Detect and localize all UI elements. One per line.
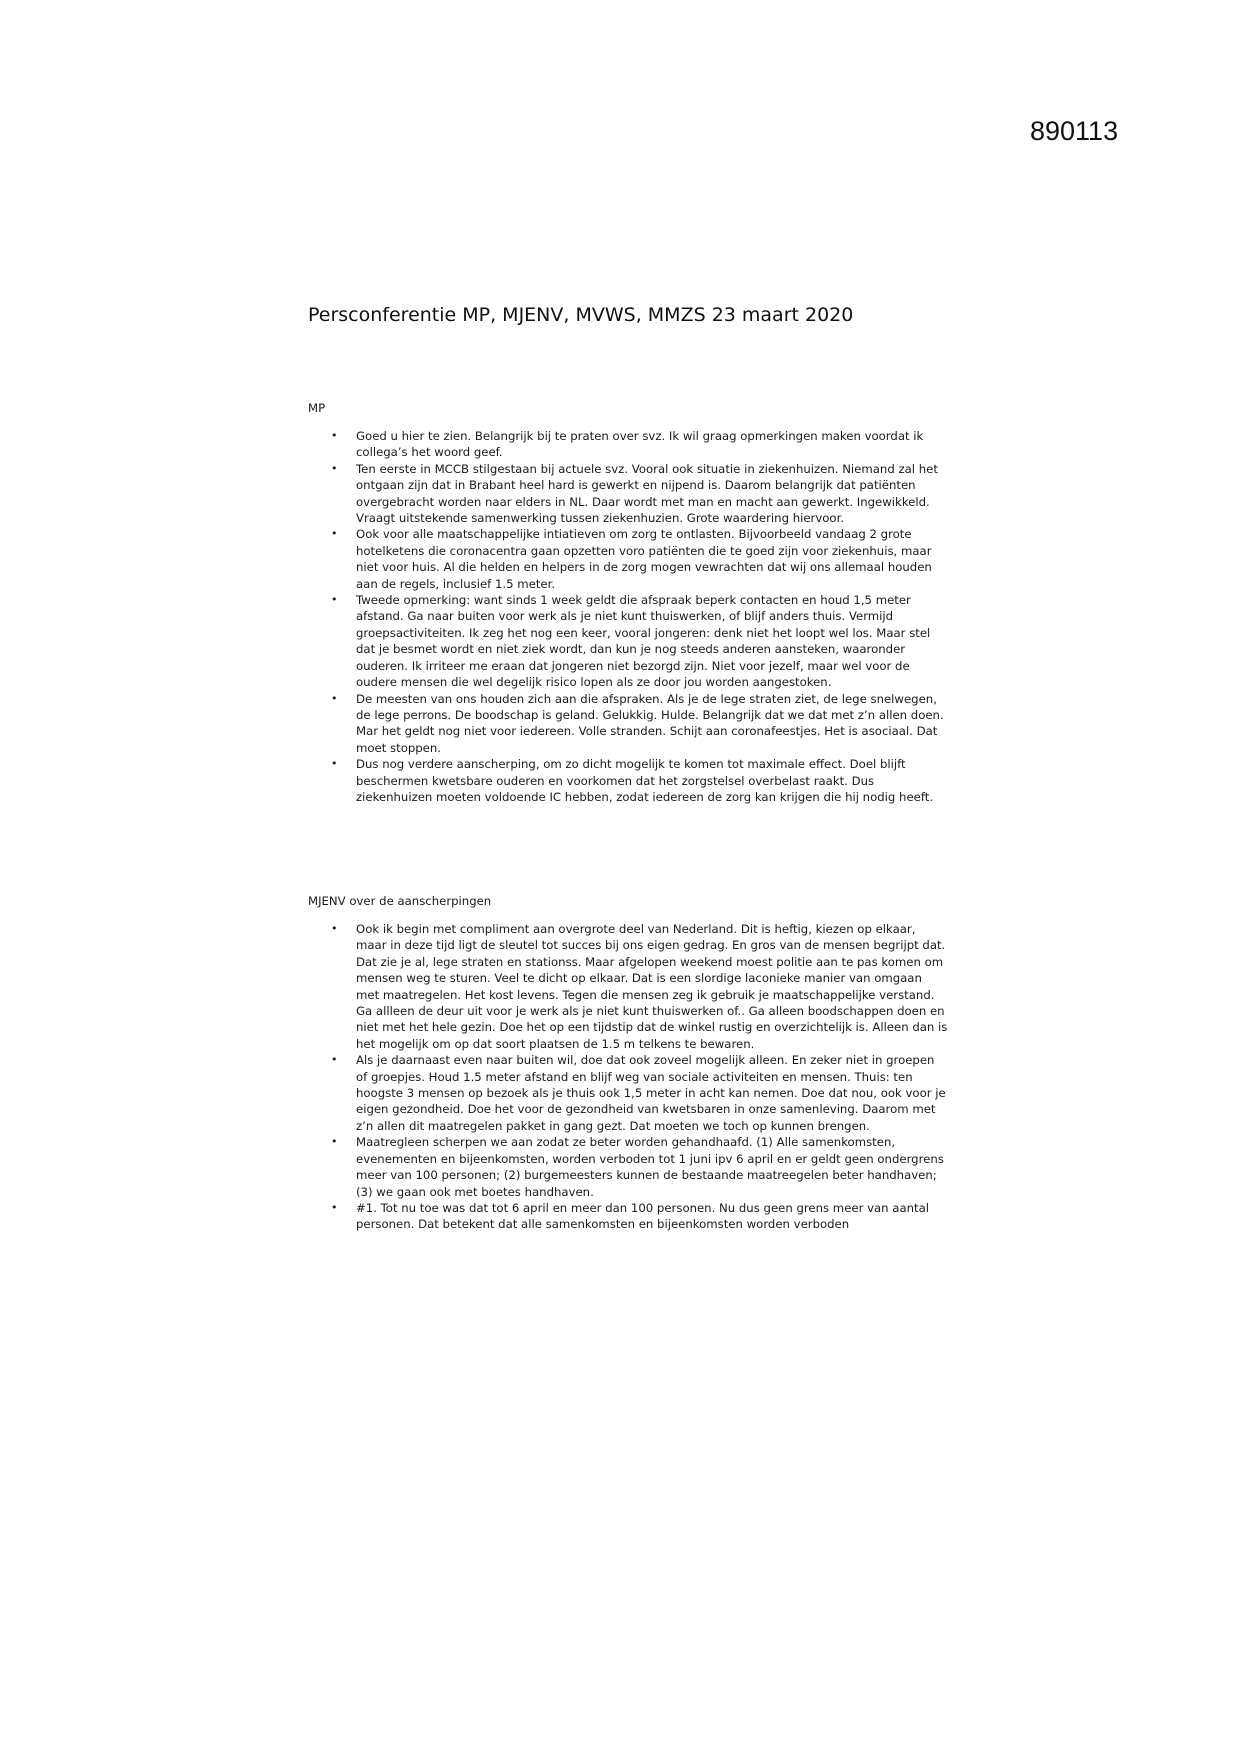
list-item [308,1134,948,1200]
document-title: Persconferentie MP, MJENV, MVWS, MMZS 23 maart 2020 [308,304,854,326]
bullet-icon: • [331,1200,338,1214]
bullet-icon: • [331,1135,338,1149]
bullet-icon: • [331,593,338,607]
list-item-text: Maatregleen scherpen we aan zodat ze beter worden gehandhaafd. (1) Alle samenkomsten, evenementen en bijeenkomsten, worden verboden tot 1 juni ipv 6 april en er geldt geen ondergrens meer van 100 personen; (2) burgemeesters kunnen de bestaande maatreegelen beter handhaven; (3) we gaan ook met boetes handhaven. [356,1135,944,1199]
list-item [308,691,948,757]
bullet-icon: • [331,527,338,541]
list-item [308,428,948,461]
list-item-text: Ten eerste in MCCB stilgestaan bij actuele svz. Vooral ook situatie in ziekenhuizen. Niemand zal het ontgaan zijn dat in Brabant heel hard is gewerkt en nijpend is. Daarom belangrijk dat patiënten overgebracht worden naar elders in NL. Daar wordt met man en macht aan gewerkt. Ingewikkeld. Vraagt uitstekende samenwerking tussen ziekenhuzien. Grote waardering hiervoor. [356,461,938,526]
list-item [308,1052,948,1134]
bullet-icon: • [331,757,338,771]
list-item [308,1200,948,1233]
list-item [308,461,948,527]
list-item [308,526,948,592]
list-item-text: Ook voor alle maatschappelijke intiatieven om zorg te ontlasten. Bijvoorbeeld vandaag 2 grote hotelketens die coronacentra gaan opzetten voro patiënten die te goed zijn voor ziekenhuis, maar niet voor huis. Al die helden en helpers in de zorg mogen vewrachten dat wij ons allemaal houden aan de regels, inclusief 1.5 meter. [356,527,932,591]
section-heading: MP [308,401,326,415]
bullet-icon: • [331,429,338,442]
section-heading: MJENV over de aanscherpingen [308,894,492,908]
list-item-text: Tweede opmerking: want sinds 1 week geldt die afspraak beperk contacten en houd 1,5 meter afstand. Ga naar buiten voor werk als je niet kunt thuiswerken, of blijf anders thuis. Vermijd groepsactiviteiten. Ik zeg het nog een keer, vooral jongeren: denk niet het loopt wel los. Maar stel dat je besmet wordt en niet ziek wordt, dan kun je nog steeds anderen aansteken, waaronder ouderen. Ik irriteer me eraan dat jongeren niet bezorgd zijn. Niet voor jezelf, maar wel voor de oudere mensen die wel degelijk risico lopen als ze door jou worden aangestoken. [356,593,931,690]
bullet-icon: • [331,922,338,935]
list-item-text: Goed u hier te zien. Belangrijk bij te praten over svz. Ik wil graag opmerkingen maken voordat ik collega’s het woord geef. [356,429,924,460]
bullet-icon: • [331,1053,338,1067]
bullet-list [308,921,948,1233]
list-item [308,921,948,1052]
list-item [308,592,948,690]
list-item-text: #1. Tot nu toe was dat tot 6 april en meer dan 100 personen. Nu dus geen grens meer van aantal personen. Dat betekent dat alle samenkomsten en bijeenkomsten worden verboden [356,1200,930,1232]
list-item-text: Ook ik begin met compliment aan overgrote deel van Nederland. Dit is heftig, kiezen op elkaar, maar in deze tijd ligt de sleutel tot succes bij ons eigen gedrag. En gros van de mensen begrijpt dat. Dat zie je al, lege straten en stationss. Maar afgelopen weekend moest politie aan te pas komen om mensen weg te sturen. Veel te dicht op elkaar. Dat is een slordige laconieke manier van omgaan met maatregelen. Het kost levens. Tegen die mensen zeg ik gebruik je maatschappelijke verstand. Ga allleen de deur uit voor je werk als je niet kunt thuiswerken of.. Ga alleen boodschappen doen en niet met het hele gezin. Doe het op een tijdstip dat de winkel rustig en overzichtelijk is. Alleen dan is het mogelijk om op dat soort plaatsen de 1.5 m telkens te bewaren. [356,922,948,1051]
document-id: 890113 [1030,116,1119,146]
section-mjenv [308,893,948,1233]
list-item-text: De meesten van ons houden zich aan die afspraken. Als je de lege straten ziet, de lege snelwegen, de lege perrons. De boodschap is geland. Gelukkig. Hulde. Belangrijk dat we dat met z’n allen doen. Mar het geldt nog niet voor iedereen. Volle stranden. Schijt aan coronafeestjes. Het is asociaal. Dat moet stoppen. [356,691,944,755]
bullet-icon: • [331,691,338,705]
bullet-icon: • [331,461,338,475]
list-item [308,756,948,805]
list-item-text: Als je daarnaast even naar buiten wil, doe dat ook zoveel mogelijk alleen. En zeker niet in groepen of groepjes. Houd 1.5 meter afstand en blijf weg van sociale activiteiten en mensen. Thuis: ten hoogste 3 mensen op bezoek als je thuis ook 1,5 meter in acht kan nemen. Doe dat nou, ook voor je eigen gezondheid. Doe het voor de gezondheid van kwetsbaren in onze samenleving. Daarom met z’n allen dit maatregelen pakket in gang gezt. Dat moeten we toch op kunnen brengen. [356,1053,946,1133]
bullet-list [308,428,948,805]
section-mp [308,400,948,805]
list-item-text: Dus nog verdere aanscherping, om zo dicht mogelijk te komen tot maximale effect. Doel blijft beschermen kwetsbare ouderen en voorkomen dat het zorgstelsel overbelast raakt. Dus ziekenhuizen moeten voldoende IC hebben, zodat iedereen de zorg kan krijgen die hij nodig heeft. [356,757,934,804]
